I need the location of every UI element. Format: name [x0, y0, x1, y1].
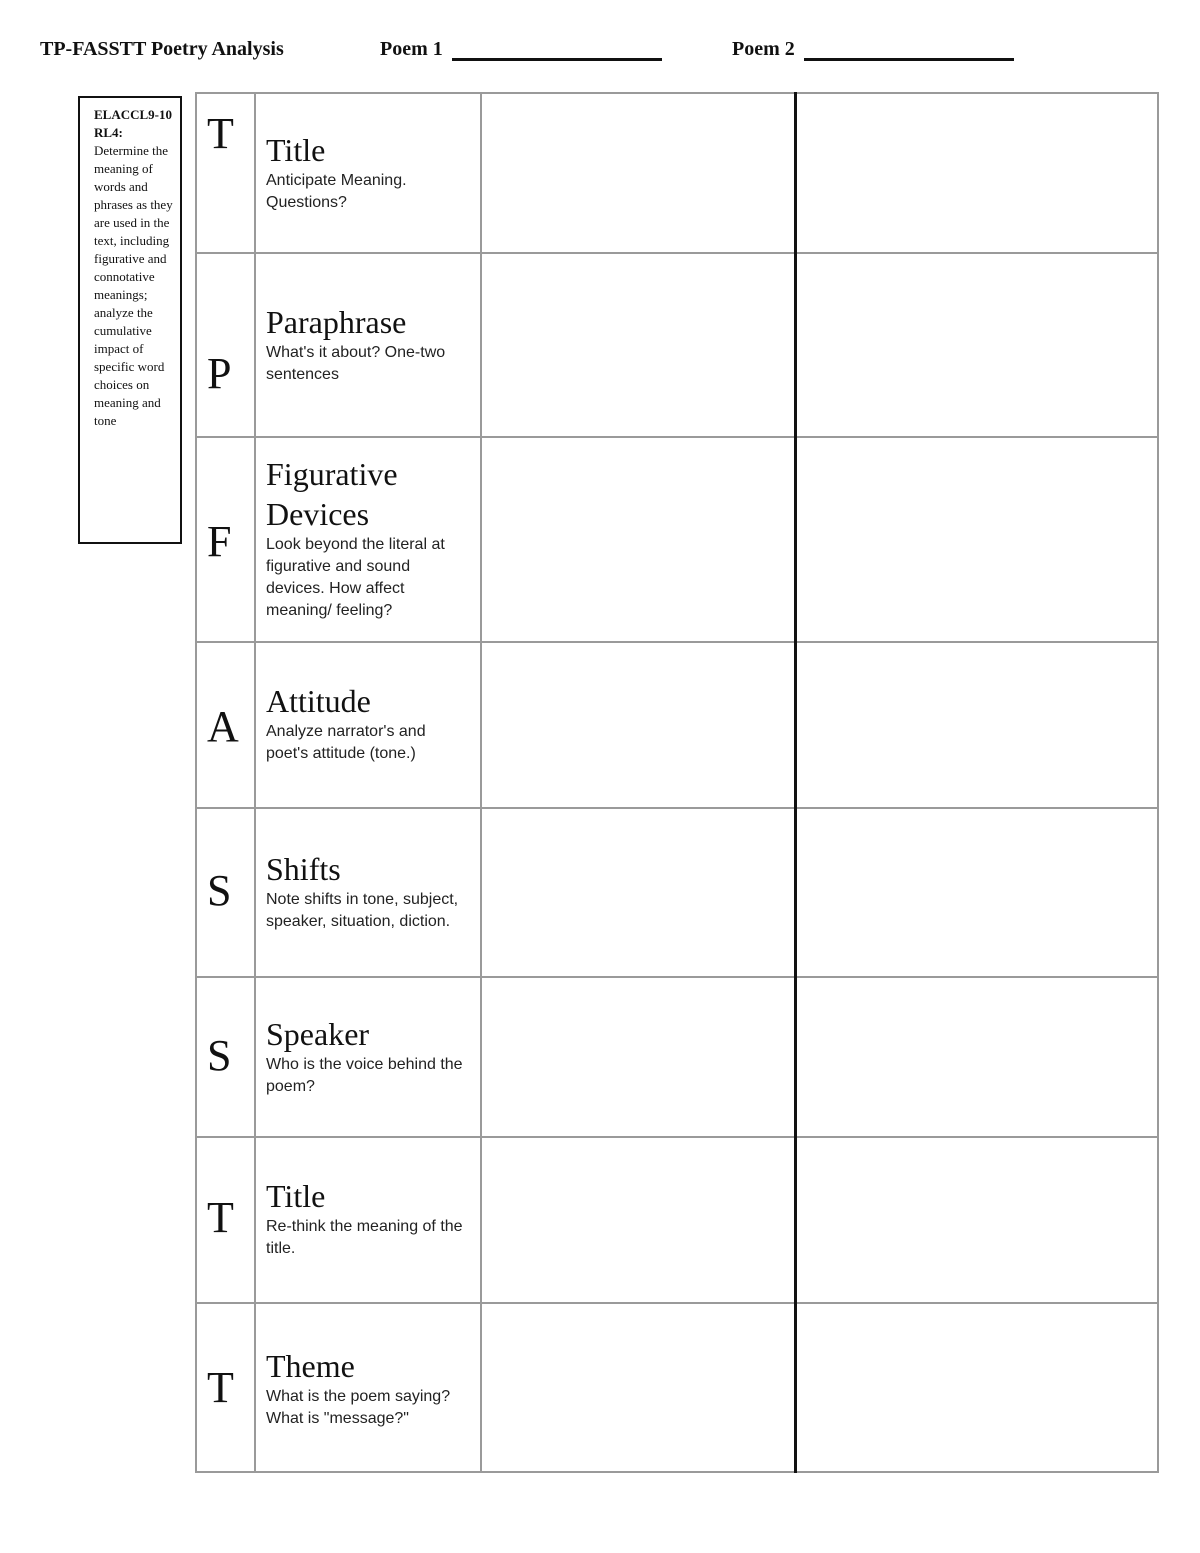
- row-heading: Paraphrase: [266, 304, 407, 340]
- row-letter: S: [207, 866, 232, 915]
- row-letter-cell: [196, 93, 255, 253]
- standard-description: Determine the meaning of words and phrases as they are used in the text, including figurative and connotative meanings; analyze the cumulative impact of specific word choices on meaning and tone: [94, 143, 173, 428]
- analysis-table: [195, 92, 1159, 1473]
- row-heading: Attitude: [266, 683, 371, 719]
- poem2-answer-cell[interactable]: [795, 437, 1158, 642]
- row-letter-cell: [196, 437, 255, 642]
- table-row: [196, 437, 1158, 642]
- row-heading: Shifts: [266, 851, 341, 887]
- worksheet-header: [40, 34, 1160, 68]
- row-letter-cell: [196, 1303, 255, 1472]
- row-label-cell: [255, 642, 481, 808]
- row-label-cell: [255, 977, 481, 1137]
- poem2-answer-cell[interactable]: [795, 253, 1158, 437]
- row-description: Anticipate Meaning. Questions?: [266, 172, 407, 211]
- worksheet-title: TP-FASSTT Poetry Analysis: [40, 38, 284, 60]
- row-description: What is the poem saying? What is "message?": [266, 1388, 451, 1427]
- table-row: [196, 253, 1158, 437]
- standard-code: ELACCL9-10RL4:: [94, 107, 173, 140]
- poem2-answer-cell[interactable]: [795, 93, 1158, 253]
- row-letter-cell: [196, 808, 255, 977]
- row-label-cell: [255, 1137, 481, 1303]
- poem2-label: Poem 2: [732, 38, 795, 60]
- row-letter: F: [207, 517, 232, 566]
- row-description: Note shifts in tone, subject, speaker, situation, diction.: [266, 891, 459, 930]
- row-letter: P: [207, 349, 232, 398]
- row-letter: T: [207, 1363, 234, 1412]
- table-row: [196, 977, 1158, 1137]
- row-description: Analyze narrator's and poet's attitude (tone.): [266, 723, 426, 762]
- row-letter-cell: [196, 253, 255, 437]
- row-description: What's it about? One-two sentences: [266, 344, 446, 383]
- row-heading: Title: [266, 1178, 326, 1214]
- poem1-answer-cell[interactable]: [481, 977, 795, 1137]
- row-letter-cell: [196, 1137, 255, 1303]
- table-row: [196, 1303, 1158, 1472]
- poem1-answer-cell[interactable]: [481, 93, 795, 253]
- row-label-cell: [255, 437, 481, 642]
- row-letter: T: [207, 1193, 234, 1242]
- poem1-answer-cell[interactable]: [481, 642, 795, 808]
- poem1-answer-cell[interactable]: [481, 1303, 795, 1472]
- row-letter: T: [207, 109, 234, 158]
- table-row: [196, 642, 1158, 808]
- poem2-answer-cell[interactable]: [795, 642, 1158, 808]
- row-description: Re-think the meaning of the title.: [266, 1218, 463, 1257]
- poem2-answer-cell[interactable]: [795, 1137, 1158, 1303]
- poem1-field: [380, 38, 662, 61]
- row-letter: A: [207, 702, 239, 751]
- row-label-cell: [255, 253, 481, 437]
- poem2-answer-cell[interactable]: [795, 808, 1158, 977]
- row-letter: S: [207, 1031, 232, 1080]
- row-label-cell: [255, 1303, 481, 1472]
- poem2-answer-cell[interactable]: [795, 977, 1158, 1137]
- row-label-cell: [255, 808, 481, 977]
- poem1-blank-line[interactable]: [452, 58, 662, 61]
- row-letter-cell: [196, 977, 255, 1137]
- row-label-cell: [255, 93, 481, 253]
- row-description: Look beyond the literal at figurative and sound devices. How affect meaning/ feeling?: [266, 536, 445, 619]
- poem1-answer-cell[interactable]: [481, 808, 795, 977]
- poem1-answer-cell[interactable]: [481, 253, 795, 437]
- poem2-answer-cell[interactable]: [795, 1303, 1158, 1472]
- poem1-label: Poem 1: [380, 38, 443, 60]
- table-row: [196, 1137, 1158, 1303]
- poem2-field: [732, 38, 1014, 61]
- row-letter-cell: [196, 642, 255, 808]
- row-heading: Speaker: [266, 1016, 370, 1052]
- poem2-blank-line[interactable]: [804, 58, 1014, 61]
- table-row: [196, 93, 1158, 253]
- row-heading: Title: [266, 132, 326, 168]
- row-heading: Theme: [266, 1348, 355, 1384]
- poem1-answer-cell[interactable]: [481, 1137, 795, 1303]
- row-heading: Figurative Devices: [266, 456, 398, 532]
- standard-box: [78, 96, 182, 544]
- poem1-answer-cell[interactable]: [481, 437, 795, 642]
- table-row: [196, 808, 1158, 977]
- row-description: Who is the voice behind the poem?: [266, 1056, 463, 1095]
